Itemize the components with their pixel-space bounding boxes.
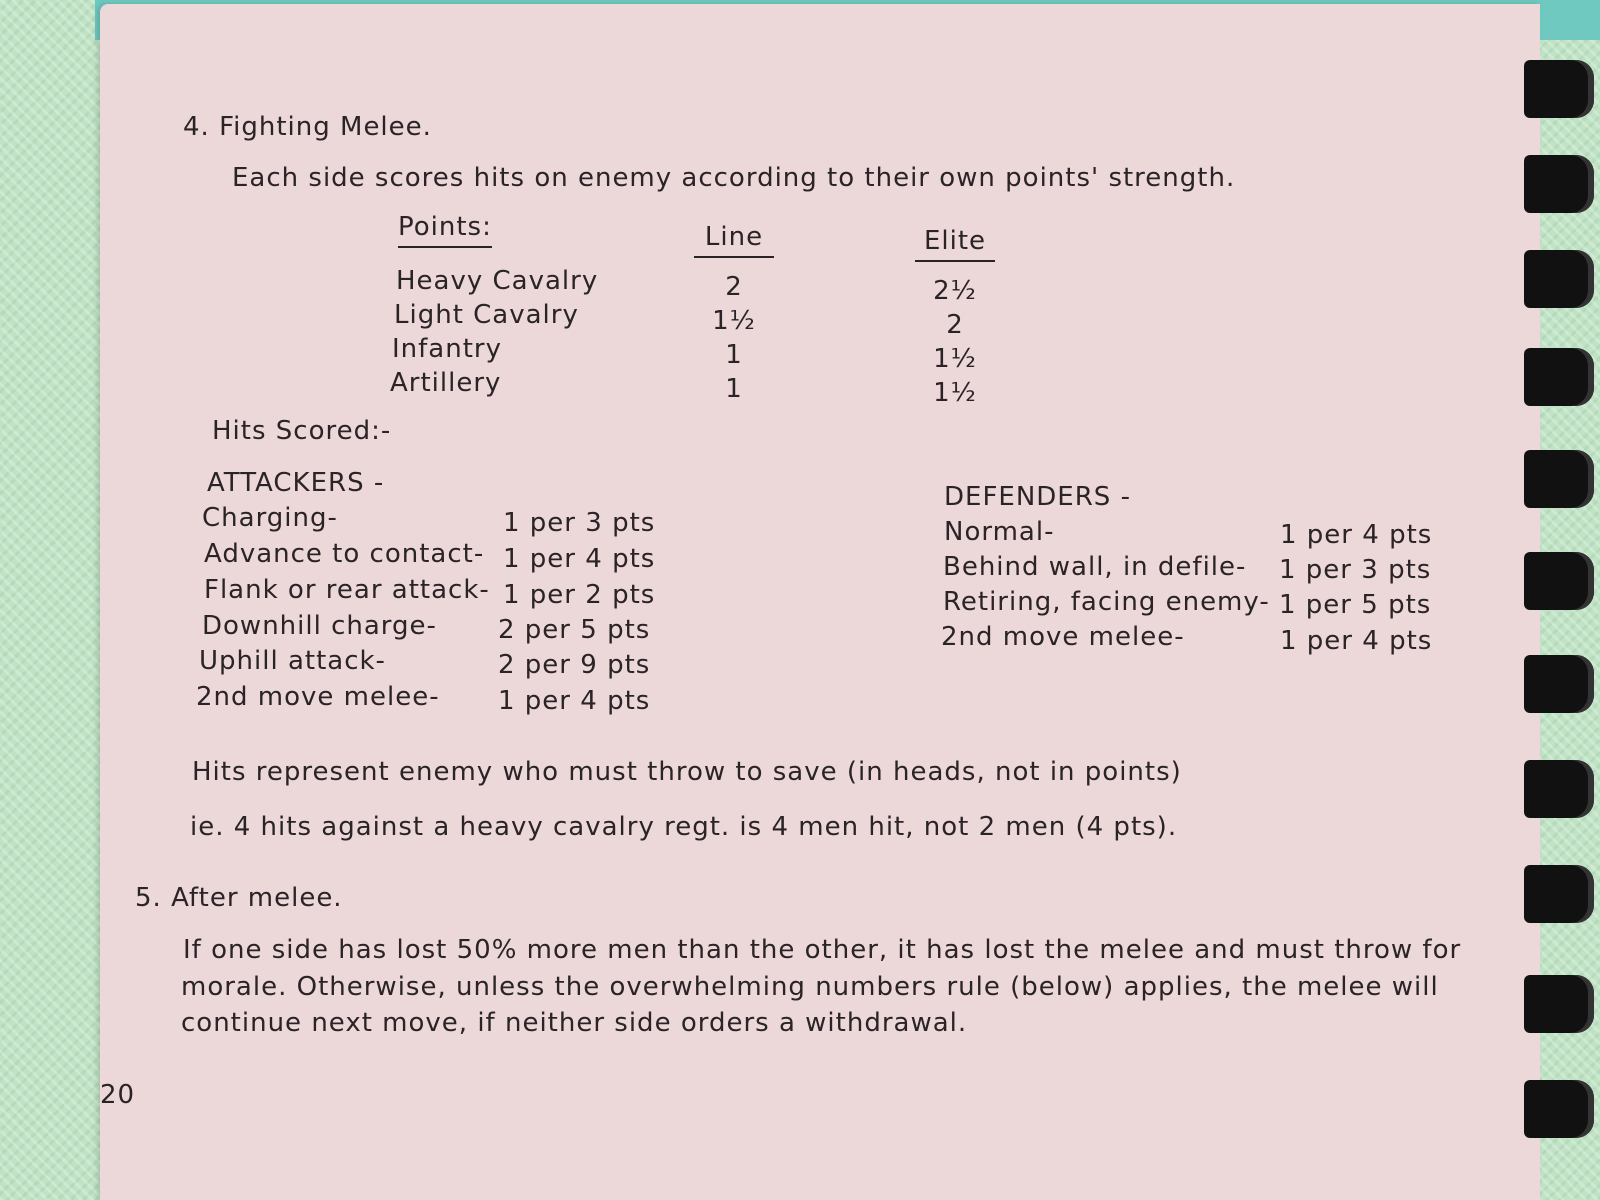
note-line: ie. 4 hits against a heavy cavalry regt. is 4 men hit, not 2 men (4 pts). bbox=[190, 812, 1178, 842]
attacker-label: Downhill charge- bbox=[202, 611, 437, 641]
binding-ring bbox=[1524, 655, 1594, 713]
elite-header: Elite bbox=[915, 226, 995, 262]
note-line: Hits represent enemy who must throw to save (in heads, not in points) bbox=[192, 757, 1182, 787]
section-5-line: continue next move, if neither side orders a withdrawal. bbox=[181, 1008, 968, 1038]
defender-value: 1 per 4 pts bbox=[1280, 626, 1433, 656]
defender-value: 1 per 4 pts bbox=[1280, 520, 1433, 550]
defender-label: Normal- bbox=[944, 517, 1055, 547]
attacker-label: Charging- bbox=[202, 503, 338, 533]
binding-ring bbox=[1524, 250, 1594, 308]
attacker-label: 2nd move melee- bbox=[196, 682, 440, 712]
attacker-label: Flank or rear attack- bbox=[204, 575, 490, 605]
binding-ring bbox=[1524, 1080, 1594, 1138]
attacker-value: 1 per 4 pts bbox=[498, 686, 651, 716]
elite-light-cavalry: 2 bbox=[946, 310, 964, 340]
binding-ring bbox=[1524, 865, 1594, 923]
elite-infantry: 1½ bbox=[933, 344, 977, 374]
page-number: 20 bbox=[100, 1080, 136, 1110]
elite-heavy-cavalry: 2½ bbox=[933, 276, 977, 306]
hits-scored-label: Hits Scored:- bbox=[212, 416, 392, 446]
defender-label: 2nd move melee- bbox=[941, 622, 1185, 652]
attacker-value: 1 per 4 pts bbox=[503, 544, 656, 574]
attackers-heading: ATTACKERS - bbox=[207, 468, 385, 498]
binding-ring bbox=[1524, 450, 1594, 508]
unit-heavy-cavalry: Heavy Cavalry bbox=[396, 266, 599, 296]
defender-value: 1 per 5 pts bbox=[1279, 590, 1432, 620]
line-heavy-cavalry: 2 bbox=[725, 272, 743, 302]
points-header: Points: bbox=[398, 212, 492, 248]
attacker-value: 2 per 9 pts bbox=[498, 650, 651, 680]
attacker-value: 2 per 5 pts bbox=[498, 615, 651, 645]
unit-light-cavalry: Light Cavalry bbox=[394, 300, 579, 330]
spiral-binding bbox=[1510, 0, 1600, 1200]
section-4-title: 4. Fighting Melee. bbox=[183, 112, 432, 142]
unit-infantry: Infantry bbox=[392, 334, 502, 364]
attacker-value: 1 per 3 pts bbox=[503, 508, 656, 538]
attacker-value: 1 per 2 pts bbox=[503, 580, 656, 610]
section-5-line: morale. Otherwise, unless the overwhelming numbers rule (below) applies, the melee will bbox=[181, 972, 1439, 1002]
attacker-label: Uphill attack- bbox=[199, 646, 386, 676]
defender-value: 1 per 3 pts bbox=[1279, 555, 1432, 585]
defender-label: Retiring, facing enemy- bbox=[943, 587, 1270, 617]
binding-ring bbox=[1524, 975, 1594, 1033]
defenders-heading: DEFENDERS - bbox=[944, 482, 1131, 512]
section-4-intro: Each side scores hits on enemy according to their own points' strength. bbox=[232, 163, 1236, 193]
section-5-title: 5. After melee. bbox=[135, 883, 343, 913]
binding-ring bbox=[1524, 552, 1594, 610]
elite-artillery: 1½ bbox=[933, 378, 977, 408]
section-5-line: If one side has lost 50% more men than the other, it has lost the melee and must throw for bbox=[183, 935, 1462, 965]
line-infantry: 1 bbox=[725, 340, 743, 370]
defender-label: Behind wall, in defile- bbox=[943, 552, 1247, 582]
binding-ring bbox=[1524, 155, 1594, 213]
unit-artillery: Artillery bbox=[390, 368, 502, 398]
attacker-label: Advance to contact- bbox=[204, 539, 485, 569]
line-artillery: 1 bbox=[725, 374, 743, 404]
binding-ring bbox=[1524, 760, 1594, 818]
line-header: Line bbox=[694, 222, 774, 258]
line-light-cavalry: 1½ bbox=[712, 306, 756, 336]
binding-ring bbox=[1524, 60, 1594, 118]
binding-ring bbox=[1524, 348, 1594, 406]
